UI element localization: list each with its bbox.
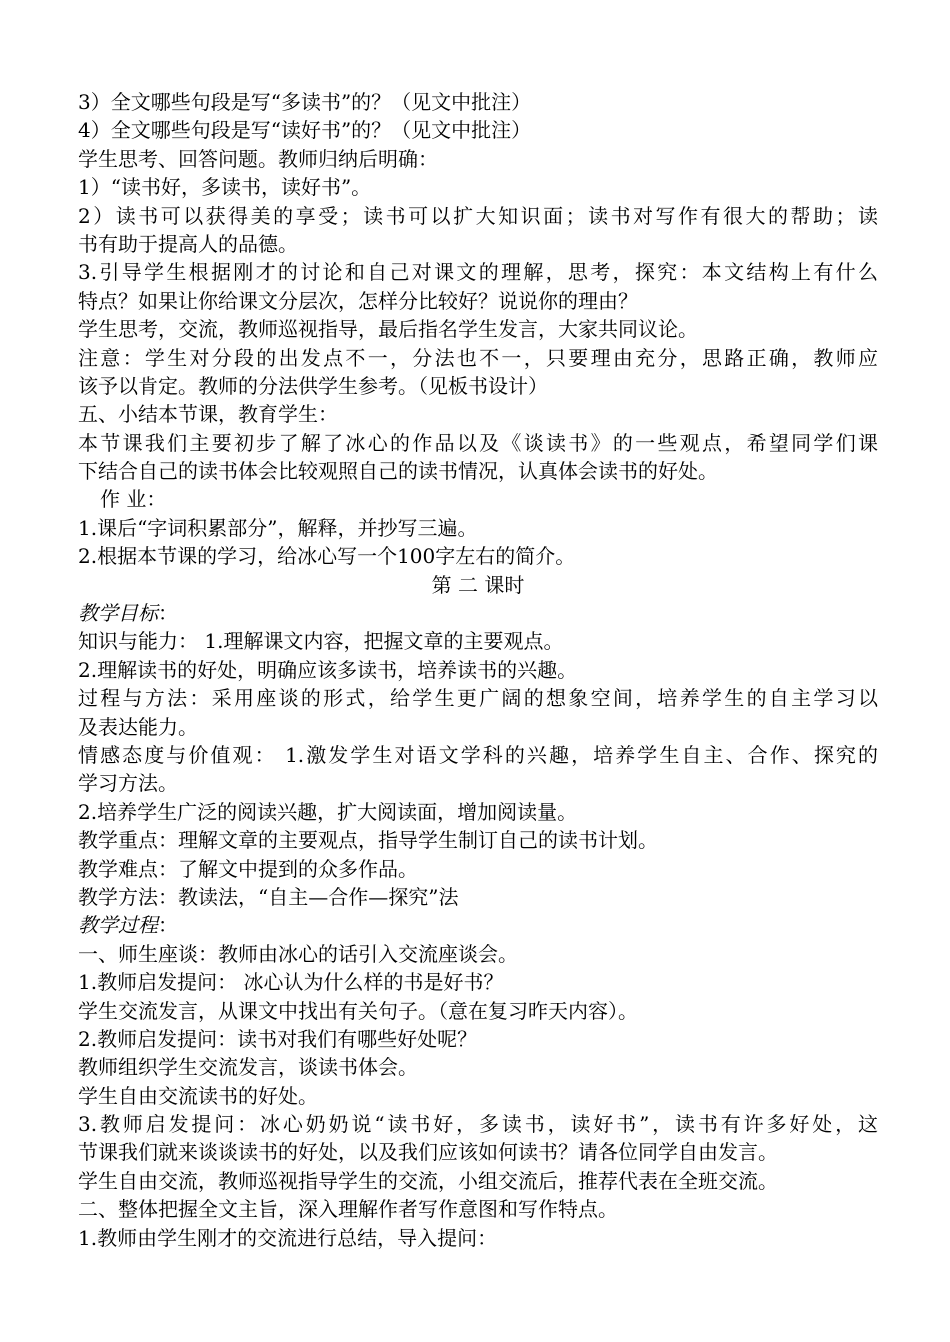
section-heading: 一、师生座谈：教师由冰心的话引入交流座谈会。 xyxy=(78,941,518,966)
step-3-cont: 特点？如果让你给课文分层次，怎样分比较好？说说你的理由？ xyxy=(78,288,638,313)
process-label: 教学过程 xyxy=(78,913,158,938)
objectives-heading xyxy=(78,599,878,627)
teaching-focus: 教学重点：理解文章的主要观点，指导学生制订自己的读书计划。 xyxy=(78,828,658,853)
answer-2: 2）读书可以获得美的享受；读书可以扩大知识面；读书对写作有很大的帮助；读 xyxy=(78,203,878,228)
lesson-title: 第 二 课时 xyxy=(431,572,525,597)
answer-1: 1）“读书好，多读书，读好书”。 xyxy=(78,175,372,200)
homework-1: 1.课后“字词积累部分”，解释，并抄写三遍。 xyxy=(78,515,478,540)
homework-2: 2.根据本节课的学习，给冰心写一个100字左右的简介。 xyxy=(78,544,576,569)
section-heading: 二、整体把握全文主旨，深入理解作者写作意图和写作特点。 xyxy=(78,1197,618,1222)
paragraph: 学生思考、回答问题。教师归纳后明确： xyxy=(78,146,438,171)
section-heading: 五、小结本节课，教育学生： xyxy=(78,402,338,427)
objective-emotion-2: 2.培养学生广泛的阅读兴趣，扩大阅读面，增加阅读量。 xyxy=(78,799,578,824)
objective-process-cont: 及表达能力。 xyxy=(78,714,198,739)
prompt-2: 2.教师启发提问：读书对我们有哪些好处呢？ xyxy=(78,1026,478,1051)
note: 注意：学生对分段的出发点不一，分法也不一，只要理由充分，思路正确，教师应 xyxy=(78,345,878,370)
process-heading xyxy=(78,911,878,939)
prompt-3-cont: 节课我们就来谈谈读书的好处，以及我们应该如何读书？请各位同学自由发言。 xyxy=(78,1140,778,1165)
step-3: 3.引导学生根据刚才的讨论和自己对课文的理解，思考，探究：本文结构上有什么 xyxy=(78,260,878,285)
paragraph: 教师组织学生交流发言，谈读书体会。 xyxy=(78,1055,418,1080)
question-3: 3）全文哪些句段是写“多读书”的？（见文中批注） xyxy=(78,90,532,114)
objective-emotion-cont: 学习方法。 xyxy=(78,771,178,796)
summary: 本节课我们主要初步了解了冰心的作品以及《谈读书》的一些观点，希望同学们课 xyxy=(78,430,878,455)
process-colon: ： xyxy=(158,913,178,938)
teaching-difficulty: 教学难点：了解文中提到的众多作品。 xyxy=(78,856,418,881)
objective-emotion: 情感态度与价值观： 1.激发学生对语文学科的兴趣，培养学生自主、合作、探究的 xyxy=(78,742,878,767)
teaching-method: 教学方法：教读法，“自主—合作—探究”法 xyxy=(78,884,459,909)
prompt-3: 3.教师启发提问：冰心奶奶说“读书好，多读书，读好书”，读书有许多好处，这 xyxy=(78,1112,878,1137)
paragraph: 学生交流发言，从课文中找出有关句子。（意在复习昨天内容）。 xyxy=(78,998,638,1023)
objective-knowledge: 知识与能力： 1.理解课文内容，把握文章的主要观点。 xyxy=(78,629,564,654)
paragraph: 学生思考，交流，教师巡视指导，最后指名学生发言，大家共同议论。 xyxy=(78,317,698,342)
summary-prompt: 1.教师由学生刚才的交流进行总结，导入提问： xyxy=(78,1225,498,1250)
paragraph: 学生自由交流读书的好处。 xyxy=(78,1083,318,1108)
document-page xyxy=(78,88,878,1252)
objective-process: 过程与方法：采用座谈的形式，给学生更广阔的想象空间，培养学生的自主学习以 xyxy=(78,686,878,711)
question-4: 4）全文哪些句段是写“读好书”的？（见文中批注） xyxy=(78,118,532,143)
paragraph: 学生自由交流，教师巡视指导学生的交流，小组交流后，推荐代表在全班交流。 xyxy=(78,1168,778,1193)
answer-2-cont: 书有助于提高人的品德。 xyxy=(78,231,298,256)
prompt-1: 1.教师启发提问： 冰心认为什么样的书是好书？ xyxy=(78,970,504,995)
objectives-label: 教学目标 xyxy=(78,601,158,626)
summary-cont: 下结合自己的读书体会比较观照自己的读书情况，认真体会读书的好处。 xyxy=(78,459,718,484)
objectives-colon: ： xyxy=(158,601,178,626)
note-cont: 该予以肯定。教师的分法供学生参考。（见板书设计） xyxy=(78,373,548,398)
objective-knowledge-2: 2.理解读书的好处，明确应该多读书，培养读书的兴趣。 xyxy=(78,657,578,682)
homework-heading: 作 业： xyxy=(100,487,167,512)
